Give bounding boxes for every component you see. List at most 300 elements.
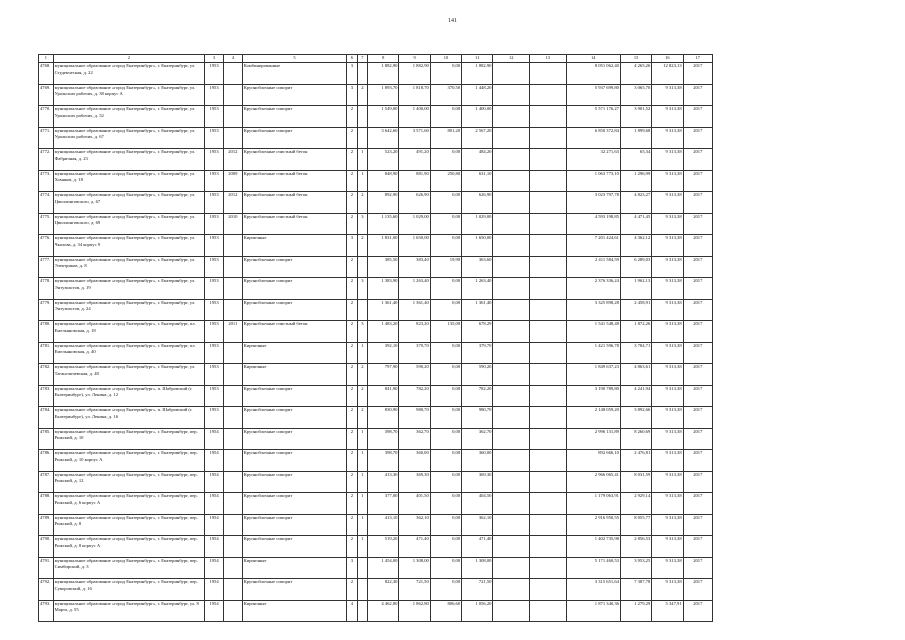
- address-cell: муниципальное образование «город Екатеринбург», г. Екатеринбург, ул. Уральских рабочих, д. 52: [53, 106, 205, 128]
- repair-cost-cell: 3 023 797,78: [566, 192, 620, 214]
- floors-cell: 2: [347, 321, 357, 343]
- max-unit-cost-cell: 9 313,38: [652, 278, 683, 300]
- column-number: 7: [357, 55, 367, 63]
- max-unit-cost-cell: 9 313,38: [652, 342, 683, 364]
- reconstruction-year-cell: [223, 364, 242, 386]
- row-number: 4780.: [39, 321, 54, 343]
- col13-cell: [530, 471, 567, 493]
- repair-cost-cell: 892 666,10: [566, 450, 620, 472]
- row-number: 4770.: [39, 106, 54, 128]
- unit-cost-cell: 4 471,45: [620, 213, 651, 235]
- nonresidential-area-cell: 0,00: [430, 428, 461, 450]
- max-unit-cost-cell: 12 823,13: [652, 63, 683, 85]
- table-row: [39, 278, 713, 300]
- row-number: 4774.: [39, 192, 54, 214]
- floors-cell: 2: [347, 213, 357, 235]
- reconstruction-year-cell: 2010: [223, 213, 242, 235]
- completion-year-cell: 2017: [683, 471, 712, 493]
- col13-cell: [530, 536, 567, 558]
- row-number: 4779.: [39, 299, 54, 321]
- living-area-cell: 383,40: [399, 256, 430, 278]
- repair-cost-cell: 2 411 584,59: [566, 256, 620, 278]
- living-area-cell: 362,10: [399, 514, 430, 536]
- row-number: 4791.: [39, 557, 54, 579]
- build-year-cell: 1953: [205, 342, 224, 364]
- unit-cost-cell: 6 289,03: [620, 256, 651, 278]
- table-row: [39, 84, 713, 106]
- max-unit-cost-cell: 9 313,38: [652, 536, 683, 558]
- wall-material-cell: Кирпичные: [242, 600, 346, 622]
- build-year-cell: 1953: [205, 84, 224, 106]
- address-cell: муниципальное образование «город Екатеринбург», г. Екатеринбург, пл. Емельяновская, д. 40: [53, 342, 205, 364]
- entrances-cell: [357, 106, 367, 128]
- total-area-cell: 523,20: [368, 149, 399, 171]
- col12-cell: [493, 514, 530, 536]
- entrances-cell: [357, 557, 367, 579]
- completion-year-cell: 2017: [683, 256, 712, 278]
- row-number: 4773.: [39, 170, 54, 192]
- living-area-cell: 1 308,00: [399, 557, 430, 579]
- repair-cost-cell: 2 996 131,89: [566, 428, 620, 450]
- nonresidential-area-cell: 0,00: [430, 235, 461, 257]
- wall-material-cell: Крупноблочные сипорит: [242, 493, 346, 515]
- entrances-cell: 2: [357, 192, 367, 214]
- wall-material-cell: Крупноблочные сипорит: [242, 428, 346, 450]
- address-cell: муниципальное образование «город Екатеринбург», г. Екатеринбург, ул. Энтузиастов, д. 24: [53, 299, 205, 321]
- address-cell: муниципальное образование «город Екатеринбург», г. Екатеринбург, пер. Рижский, д. 10 корпус А: [53, 450, 205, 472]
- col12-cell: [493, 364, 530, 386]
- floors-cell: 2: [347, 106, 357, 128]
- living-area-cell: 401,50: [399, 493, 430, 515]
- nonresidential-area-cell: 0,00: [430, 149, 461, 171]
- col13-cell: [530, 106, 567, 128]
- entrances-cell: 1: [357, 536, 367, 558]
- nonresidential-area-cell: 0,00: [430, 557, 461, 579]
- build-year-cell: 1954: [205, 514, 224, 536]
- unit-cost-cell: 8 055,77: [620, 514, 651, 536]
- total-area-cell: 830,90: [368, 407, 399, 429]
- individual-area-cell: 471,40: [462, 536, 493, 558]
- col13-cell: [530, 84, 567, 106]
- living-area-cell: 782,20: [399, 385, 430, 407]
- repair-cost-cell: 2 966 065,41: [566, 471, 620, 493]
- reconstruction-year-cell: [223, 493, 242, 515]
- address-cell: муниципальное образование «город Екатеринбург», г. Екатеринбург, ул. Студенческая, д. 22: [53, 63, 205, 85]
- completion-year-cell: 2017: [683, 106, 712, 128]
- floors-cell: 2: [347, 278, 357, 300]
- unit-cost-cell: 2 458,91: [620, 299, 651, 321]
- column-number: 9: [399, 55, 430, 63]
- entrances-cell: 1: [357, 493, 367, 515]
- address-cell: муниципальное образование «город Екатеринбург», г. Екатеринбург, ул. Хомяков, д. 18: [53, 170, 205, 192]
- column-number: 4: [223, 55, 242, 63]
- repair-cost-cell: 1 063 773,10: [566, 170, 620, 192]
- col13-cell: [530, 321, 567, 343]
- table-row: [39, 149, 713, 171]
- reconstruction-year-cell: 2012: [223, 192, 242, 214]
- col12-cell: [493, 493, 530, 515]
- build-year-cell: 1953: [205, 278, 224, 300]
- table-row: [39, 450, 713, 472]
- entrances-cell: 2: [357, 84, 367, 106]
- floors-cell: 2: [347, 170, 357, 192]
- col12-cell: [493, 84, 530, 106]
- total-area-cell: 1 831,00: [368, 235, 399, 257]
- completion-year-cell: 2017: [683, 364, 712, 386]
- build-year-cell: 1953: [205, 170, 224, 192]
- wall-material-cell: Крупноблочные очистный бетон: [242, 192, 346, 214]
- build-year-cell: 1953: [205, 106, 224, 128]
- unit-cost-cell: 2 856,53: [620, 536, 651, 558]
- row-number: 4777.: [39, 256, 54, 278]
- build-year-cell: 1954: [205, 536, 224, 558]
- nonresidential-area-cell: 0,00: [430, 342, 461, 364]
- wall-material-cell: Кирпичные: [242, 342, 346, 364]
- floors-cell: 4: [347, 600, 357, 622]
- build-year-cell: 1954: [205, 579, 224, 601]
- table-row: [39, 428, 713, 450]
- build-year-cell: 1954: [205, 493, 224, 515]
- floors-cell: 2: [347, 471, 357, 493]
- reconstruction-year-cell: 2011: [223, 321, 242, 343]
- completion-year-cell: 2017: [683, 127, 712, 149]
- build-year-cell: 1953: [205, 385, 224, 407]
- reconstruction-year-cell: [223, 299, 242, 321]
- reconstruction-year-cell: [223, 450, 242, 472]
- column-number: 12: [493, 55, 530, 63]
- col13-cell: [530, 170, 567, 192]
- living-area-cell: 1 400,00: [399, 106, 430, 128]
- unit-cost-cell: 1 279,29: [620, 600, 651, 622]
- col13-cell: [530, 256, 567, 278]
- build-year-cell: 1953: [205, 407, 224, 429]
- nonresidential-area-cell: 0,00: [430, 471, 461, 493]
- repair-cost-cell: 2 148 059,20: [566, 407, 620, 429]
- wall-material-cell: Комбинированные: [242, 63, 346, 85]
- column-number: 11: [462, 55, 493, 63]
- reconstruction-year-cell: [223, 106, 242, 128]
- max-unit-cost-cell: 9 313,38: [652, 106, 683, 128]
- individual-area-cell: 782,20: [462, 385, 493, 407]
- column-number: 10: [430, 55, 461, 63]
- column-number: 16: [652, 55, 683, 63]
- total-area-cell: 1 383,90: [368, 278, 399, 300]
- completion-year-cell: 2017: [683, 579, 712, 601]
- unit-cost-cell: 2 476,81: [620, 450, 651, 472]
- col12-cell: [493, 450, 530, 472]
- floors-cell: 2: [347, 149, 357, 171]
- max-unit-cost-cell: 9 313,38: [652, 493, 683, 515]
- living-area-cell: 3 571,60: [399, 127, 430, 149]
- address-cell: муниципальное образование «город Екатеринбург», г. Екатеринбург, ул. Уральских рабочих, д. 67: [53, 127, 205, 149]
- unit-cost-cell: 4 241,94: [620, 385, 651, 407]
- completion-year-cell: 2017: [683, 407, 712, 429]
- table-row: [39, 557, 713, 579]
- row-number: 4769.: [39, 84, 54, 106]
- reconstruction-year-cell: [223, 127, 242, 149]
- entrances-cell: 3: [357, 321, 367, 343]
- row-number: 4784.: [39, 407, 54, 429]
- entrances-cell: 3: [357, 213, 367, 235]
- reconstruction-year-cell: [223, 407, 242, 429]
- build-year-cell: 1954: [205, 600, 224, 622]
- reconstruction-year-cell: [223, 428, 242, 450]
- floors-cell: 2: [347, 299, 357, 321]
- individual-area-cell: 1 448,20: [462, 84, 493, 106]
- build-year-cell: 1953: [205, 256, 224, 278]
- living-area-cell: 1 029,00: [399, 213, 430, 235]
- individual-area-cell: 362,10: [462, 514, 493, 536]
- floors-cell: 2: [347, 450, 357, 472]
- table-row: [39, 471, 713, 493]
- entrances-cell: [357, 299, 367, 321]
- individual-area-cell: 363,60: [462, 256, 493, 278]
- col13-cell: [530, 407, 567, 429]
- unit-cost-cell: 8 031,59: [620, 471, 651, 493]
- address-cell: муниципальное образование «город Екатеринбург», г. Екатеринбург, пер. Рижский, д. 12: [53, 471, 205, 493]
- row-number: 4790.: [39, 536, 54, 558]
- table-row: [39, 321, 713, 343]
- completion-year-cell: 2017: [683, 170, 712, 192]
- repair-cost-cell: 1 402 735,98: [566, 536, 620, 558]
- repair-cost-cell: 8 051 062,40: [566, 63, 620, 85]
- living-area-cell: 881,90: [399, 170, 430, 192]
- col12-cell: [493, 106, 530, 128]
- nonresidential-area-cell: 0,00: [430, 385, 461, 407]
- living-area-cell: 1 361,40: [399, 299, 430, 321]
- individual-area-cell: 721,50: [462, 579, 493, 601]
- wall-material-cell: Кирпичные: [242, 235, 346, 257]
- individual-area-cell: 1 400,00: [462, 106, 493, 128]
- repair-cost-cell: 7 201 424,61: [566, 235, 620, 257]
- reconstruction-year-cell: [223, 600, 242, 622]
- individual-area-cell: 1 263,40: [462, 278, 493, 300]
- table-row: [39, 364, 713, 386]
- address-cell: муниципальное образование «город Екатеринбург», г. Екатеринбург, ул. Уральских рабочих, д. 38 корпус А: [53, 84, 205, 106]
- col12-cell: [493, 170, 530, 192]
- wall-material-cell: Крупноблочные очистный бетон: [242, 213, 346, 235]
- completion-year-cell: 2017: [683, 278, 712, 300]
- wall-material-cell: Крупноблочные сипорит: [242, 256, 346, 278]
- row-number: 4778.: [39, 278, 54, 300]
- floors-cell: 2: [347, 342, 357, 364]
- reconstruction-year-cell: [223, 278, 242, 300]
- table-row: [39, 299, 713, 321]
- column-number: 2: [53, 55, 205, 63]
- floors-cell: 2: [347, 536, 357, 558]
- unit-cost-cell: 2 929,14: [620, 493, 651, 515]
- table-row: [39, 170, 713, 192]
- column-number: 3: [205, 55, 224, 63]
- nonresidential-area-cell: 250,80: [430, 170, 461, 192]
- reconstruction-year-cell: [223, 536, 242, 558]
- col12-cell: [493, 256, 530, 278]
- col12-cell: [493, 192, 530, 214]
- table-row: [39, 256, 713, 278]
- completion-year-cell: 2017: [683, 385, 712, 407]
- total-area-cell: 822,30: [368, 579, 399, 601]
- column-number: 17: [683, 55, 712, 63]
- max-unit-cost-cell: 9 313,38: [652, 235, 683, 257]
- table-row: [39, 579, 713, 601]
- total-area-cell: 1 549,00: [368, 106, 399, 128]
- col13-cell: [530, 428, 567, 450]
- nonresidential-area-cell: 0,00: [430, 213, 461, 235]
- max-unit-cost-cell: 9 313,38: [652, 407, 683, 429]
- unit-cost-cell: 4 265,26: [620, 63, 651, 85]
- total-area-cell: 1 361,40: [368, 299, 399, 321]
- col13-cell: [530, 127, 567, 149]
- entrances-cell: [357, 579, 367, 601]
- completion-year-cell: 2017: [683, 493, 712, 515]
- reconstruction-year-cell: [223, 63, 242, 85]
- entrances-cell: [357, 600, 367, 622]
- build-year-cell: 1953: [205, 235, 224, 257]
- build-year-cell: 1953: [205, 63, 224, 85]
- floors-cell: 3: [347, 557, 357, 579]
- entrances-cell: 1: [357, 471, 367, 493]
- build-year-cell: 1953: [205, 213, 224, 235]
- entrances-cell: 1: [357, 514, 367, 536]
- entrances-cell: 1: [357, 428, 367, 450]
- completion-year-cell: 2017: [683, 84, 712, 106]
- individual-area-cell: 980,70: [462, 407, 493, 429]
- reconstruction-year-cell: [223, 256, 242, 278]
- build-year-cell: 1953: [205, 192, 224, 214]
- build-year-cell: 1953: [205, 149, 224, 171]
- unit-cost-cell: 1 872,26: [620, 321, 651, 343]
- col12-cell: [493, 557, 530, 579]
- col13-cell: [530, 557, 567, 579]
- repair-cost-cell: 32 271,63: [566, 149, 620, 171]
- wall-material-cell: Крупноблочные очистный бетон: [242, 149, 346, 171]
- individual-area-cell: 360,00: [462, 450, 493, 472]
- col12-cell: [493, 579, 530, 601]
- col13-cell: [530, 579, 567, 601]
- col12-cell: [493, 600, 530, 622]
- total-area-cell: 392,10: [368, 342, 399, 364]
- total-area-cell: 1 882,90: [368, 63, 399, 85]
- repair-cost-cell: 5 571 176,27: [566, 106, 620, 128]
- column-number: 1: [39, 55, 54, 63]
- wall-material-cell: Крупноблочные очистный бетон: [242, 321, 346, 343]
- col13-cell: [530, 364, 567, 386]
- floors-cell: 2: [347, 192, 357, 214]
- unit-cost-cell: 3 065,70: [620, 84, 651, 106]
- nonresidential-area-cell: 0,00: [430, 493, 461, 515]
- repair-cost-cell: 5 171 460,53: [566, 557, 620, 579]
- entrances-cell: 1: [357, 342, 367, 364]
- repair-cost-cell: 3 325 898,28: [566, 299, 620, 321]
- col13-cell: [530, 385, 567, 407]
- living-area-cell: 721,50: [399, 579, 430, 601]
- max-unit-cost-cell: 9 313,38: [652, 192, 683, 214]
- unit-cost-cell: 65,34: [620, 149, 651, 171]
- col13-cell: [530, 213, 567, 235]
- floors-cell: 2: [347, 428, 357, 450]
- address-cell: муниципальное образование «город Екатеринбург», г. Екатеринбург, ул. Чкалова, д. 34 корпус 9: [53, 235, 205, 257]
- table-row: [39, 600, 713, 622]
- address-cell: муниципальное образование «город Екатеринбург», п. Шабровский (г. Екатеринбург), ул. Ленина, д. 16: [53, 407, 205, 429]
- max-unit-cost-cell: 9 313,38: [652, 149, 683, 171]
- col12-cell: [493, 536, 530, 558]
- individual-area-cell: 1 650,00: [462, 235, 493, 257]
- total-area-cell: 4 462,80: [368, 600, 399, 622]
- address-cell: муниципальное образование «город Екатеринбург», г. Екатеринбург, пер. Суворовский, д. 16: [53, 579, 205, 601]
- address-cell: муниципальное образование «город Екатеринбург», г. Екатеринбург, пер. Рижский, д. 8 корпус А: [53, 536, 205, 558]
- completion-year-cell: 2017: [683, 450, 712, 472]
- repair-cost-cell: 3 315 651,64: [566, 579, 620, 601]
- wall-material-cell: Крупноблочные сипорит: [242, 450, 346, 472]
- nonresidential-area-cell: 19,90: [430, 256, 461, 278]
- wall-material-cell: Крупноблочные сипорит: [242, 106, 346, 128]
- table-row: [39, 235, 713, 257]
- address-cell: муниципальное образование «город Екатеринбург», г. Екатеринбург, ул. Цвиллинговского, д. 69: [53, 213, 205, 235]
- completion-year-cell: 2017: [683, 557, 712, 579]
- total-area-cell: 377,00: [368, 493, 399, 515]
- living-area-cell: 360,00: [399, 450, 430, 472]
- address-cell: муниципальное образование «город Екатеринбург», г. Екатеринбург, ул. Тагансчичевская, д. 48: [53, 364, 205, 386]
- unit-cost-cell: 1 962,13: [620, 278, 651, 300]
- max-unit-cost-cell: 9 313,38: [652, 299, 683, 321]
- entrances-cell: 1: [357, 170, 367, 192]
- reconstruction-year-cell: [223, 235, 242, 257]
- wall-material-cell: Крупноблочные сипорит: [242, 385, 346, 407]
- nonresidential-area-cell: 0,00: [430, 106, 461, 128]
- total-area-cell: 892,90: [368, 192, 399, 214]
- floors-cell: 3: [347, 84, 357, 106]
- completion-year-cell: 2017: [683, 213, 712, 235]
- build-year-cell: 1953: [205, 321, 224, 343]
- living-area-cell: 1 650,00: [399, 235, 430, 257]
- living-area-cell: 823,20: [399, 321, 430, 343]
- living-area-cell: 379,70: [399, 342, 430, 364]
- address-cell: муниципальное образование «город Екатеринбург», г. Екатеринбург, ул. Энтузиастов, д. 19: [53, 278, 205, 300]
- col13-cell: [530, 600, 567, 622]
- entrances-cell: 1: [357, 450, 367, 472]
- total-area-cell: 848,90: [368, 170, 399, 192]
- reconstruction-year-cell: 2009: [223, 170, 242, 192]
- row-number: 4788.: [39, 493, 54, 515]
- row-number: 4768.: [39, 63, 54, 85]
- build-year-cell: 1953: [205, 364, 224, 386]
- wall-material-cell: Крупноблочные сипорит: [242, 536, 346, 558]
- total-area-cell: 413,30: [368, 471, 399, 493]
- row-number: 4771.: [39, 127, 54, 149]
- unit-cost-cell: 4 863,61: [620, 364, 651, 386]
- table-row: [39, 106, 713, 128]
- wall-material-cell: Крупноблочные сипорит: [242, 127, 346, 149]
- wall-material-cell: Крупноблочные сипорит: [242, 407, 346, 429]
- col13-cell: [530, 192, 567, 214]
- unit-cost-cell: 1 899,68: [620, 127, 651, 149]
- table-row: [39, 63, 713, 85]
- total-area-cell: 1 483,20: [368, 321, 399, 343]
- table-row: [39, 192, 713, 214]
- unit-cost-cell: 7 387,78: [620, 579, 651, 601]
- entrances-cell: 2: [357, 364, 367, 386]
- entrances-cell: 1: [357, 149, 367, 171]
- total-area-cell: 841,90: [368, 385, 399, 407]
- col12-cell: [493, 127, 530, 149]
- nonresidential-area-cell: 801,20: [430, 127, 461, 149]
- completion-year-cell: 2017: [683, 235, 712, 257]
- total-area-cell: 398,70: [368, 428, 399, 450]
- row-number: 4789.: [39, 514, 54, 536]
- col12-cell: [493, 321, 530, 343]
- max-unit-cost-cell: 9 313,38: [652, 579, 683, 601]
- max-unit-cost-cell: 9 313,38: [652, 557, 683, 579]
